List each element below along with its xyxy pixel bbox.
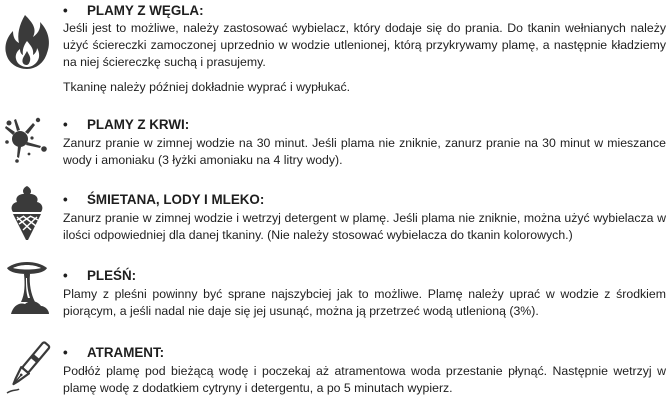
section-title: PLEŚŃ: bbox=[87, 268, 137, 283]
section-title: PLAMY Z WĘGLA: bbox=[87, 3, 204, 18]
section-body: Zanurz pranie w zimnej wodzie na 30 minut. Jeśli plama nie zniknie, zanurz pranie na 30 minut w mieszance wody i amoniaku (3 łyżki amoniaku na 4 litry wody). bbox=[63, 136, 666, 168]
bullet: • bbox=[63, 345, 68, 360]
section-title: PLAMY Z KRWI: bbox=[87, 117, 190, 132]
section-body: Podłóż plamę pod bieżącą wodę i poczekaj aż atramentowa woda przestanie płynąć. Następnie wetrzyj w plamę wodę z dodatkiem cytryny i detergentu, a po 5 minutach wypierz. bbox=[63, 364, 666, 396]
ice-cream-icon bbox=[3, 184, 51, 242]
blood-splatter-icon bbox=[3, 111, 51, 169]
section-title: ŚMIETANA, LODY I MLEKO: bbox=[87, 192, 265, 207]
bullet: • bbox=[63, 117, 68, 132]
section-title: ATRAMENT: bbox=[87, 345, 165, 360]
mushroom-mold-icon bbox=[3, 258, 51, 316]
fire-icon bbox=[3, 13, 51, 71]
section-note: Tkaninę należy później dokładnie wyprać i wypłukać. bbox=[63, 79, 351, 94]
bullet: • bbox=[63, 3, 68, 18]
fountain-pen-icon bbox=[3, 339, 51, 397]
section-body: Jeśli jest to możliwe, należy zastosować wybielacz, który dodaje się do prania. Do tkanin wełnianych należy użyć ściereczki zamoczonej uprzednio w wodzie utlenionej, którą przykrywamy plamę, a następnie kładziemy na niej ściereczkę suchą i prasujemy. bbox=[63, 21, 666, 70]
section-body: Plamy z pleśni powinny być sprane najszybciej jak to możliwe. Plamę należy uprać w wodzie z środkiem piorącym, a jeśli nadal nie daje się jej usunąć, można ją przetrzeć wodą utlenioną (3%). bbox=[63, 287, 666, 319]
bullet: • bbox=[63, 268, 68, 283]
section-body: Zanurz pranie w zimnej wodzie i wetrzyj detergent w plamę. Jeśli plama nie zniknie, można użyć wybielacza w ilości odpowiedniej dla danej tkaniny. (Nie należy stosować wybielacza do tkanin kolorowych.) bbox=[63, 211, 666, 243]
bullet: • bbox=[63, 192, 68, 207]
